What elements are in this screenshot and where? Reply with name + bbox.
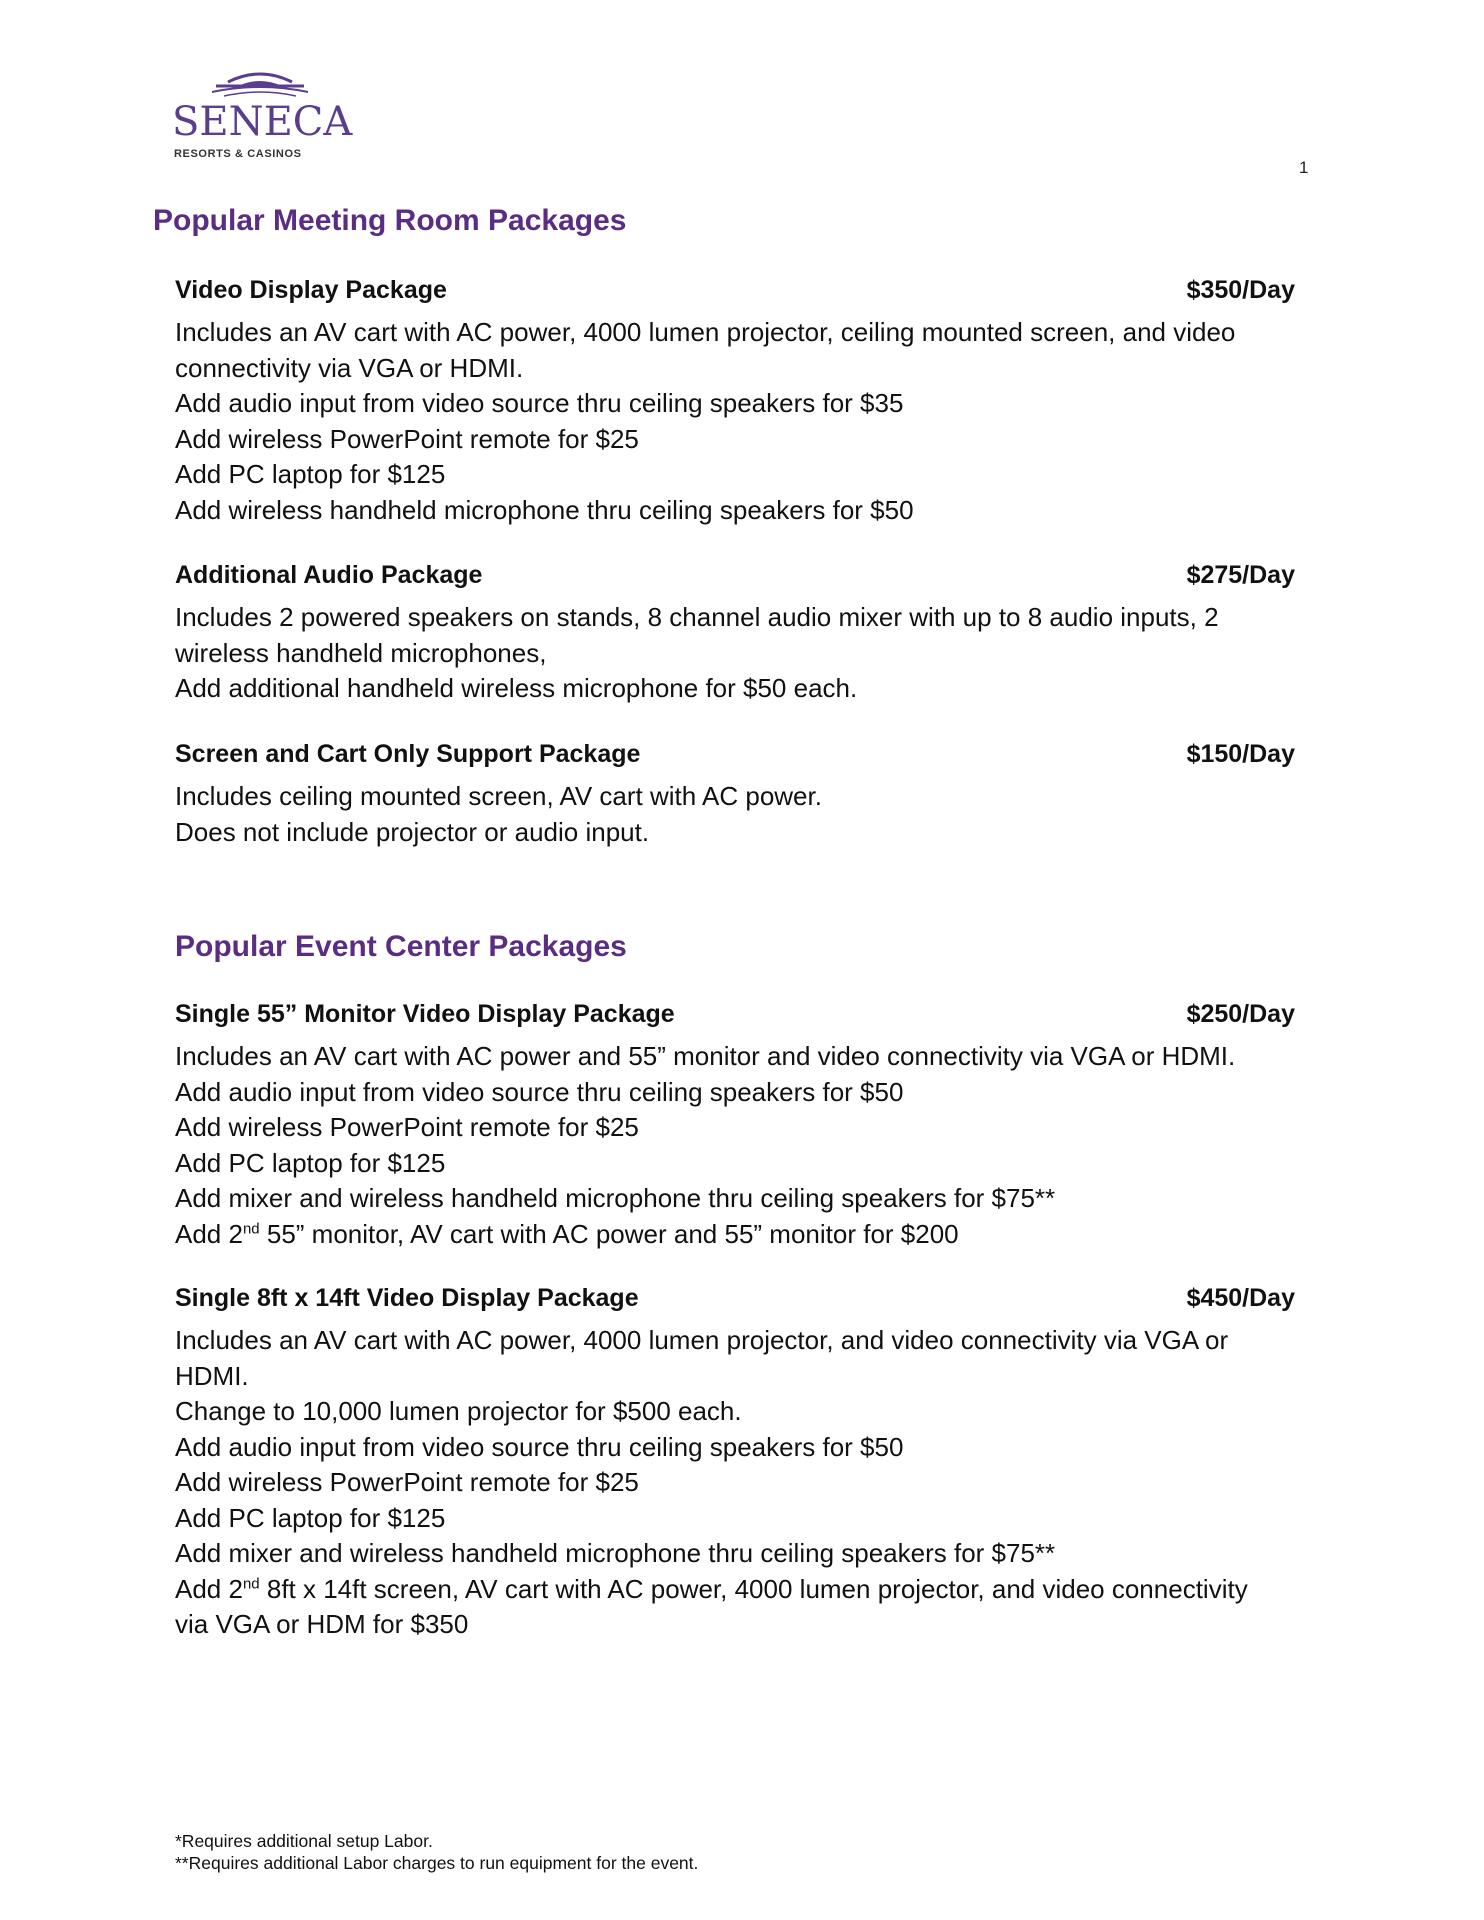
package-line: Includes an AV cart with AC power, 4000 lumen projector, ceiling mounted screen, and video — [175, 317, 1236, 347]
package-line: HDMI. — [175, 1360, 249, 1391]
page-number: 1 — [1299, 158, 1309, 177]
line-prefix: Add 2 — [175, 1218, 243, 1249]
logo-tagline: RESORTS & CASINOS — [174, 148, 302, 160]
package-line: Does not include projector or audio input. — [175, 816, 650, 847]
package-single-8x14 — [175, 1280, 1295, 1643]
package-price: $350/Day — [1186, 276, 1295, 304]
package-additional-audio — [175, 557, 1295, 707]
package-price: $150/Day — [1186, 740, 1295, 768]
logo-emblem-icon — [210, 64, 310, 100]
package-name: Additional Audio Package — [175, 561, 483, 589]
package-line-second-monitor — [175, 1217, 1295, 1253]
line-prefix: Add 2 — [175, 1573, 243, 1604]
package-line: Change to 10,000 lumen projector for $500 each. — [175, 1396, 742, 1426]
package-line: Add PC laptop for $125 — [175, 459, 446, 489]
package-line: Add audio input from video source thru ceiling speakers for $50 — [175, 1431, 904, 1462]
package-price: $250/Day — [1186, 1000, 1295, 1028]
seneca-logo — [172, 62, 353, 166]
ordinal-suffix: nd — [242, 1574, 260, 1592]
package-video-display — [175, 272, 1295, 528]
line-rest: 8ft x 14ft screen, AV cart with AC power, 4000 lumen projector, and video connectivity — [259, 1573, 1248, 1604]
package-line-second-screen — [175, 1572, 1295, 1608]
package-price: $450/Day — [1186, 1284, 1295, 1312]
package-price: $275/Day — [1186, 561, 1295, 589]
event-center-title: Popular Event Center Packages — [175, 930, 627, 963]
package-line: wireless handheld microphones, — [175, 637, 547, 668]
package-name: Single 55” Monitor Video Display Package — [175, 1000, 675, 1028]
package-line: Add wireless PowerPoint remote for $25 — [175, 423, 639, 454]
footnotes — [175, 1830, 698, 1874]
ordinal-suffix: nd — [242, 1219, 260, 1237]
package-line: Add additional handheld wireless microphone for $50 each. — [175, 673, 858, 703]
package-line: connectivity via VGA or HDMI. — [175, 352, 524, 383]
package-line: Add PC laptop for $125 — [175, 1147, 446, 1178]
package-line: Add audio input from video source thru ceiling speakers for $50 — [175, 1076, 904, 1107]
package-line: Add wireless PowerPoint remote for $25 — [175, 1467, 639, 1497]
package-line: Includes an AV cart with AC power, 4000 lumen projector, and video connectivity via VGA or — [175, 1325, 1229, 1355]
package-name: Screen and Cart Only Support Package — [175, 740, 641, 768]
package-line: Add mixer and wireless handheld microphone thru ceiling speakers for $75** — [175, 1183, 1056, 1213]
package-line: via VGA or HDM for $350 — [175, 1609, 469, 1639]
footnote: **Requires additional Labor charges to run equipment for the event. — [175, 1853, 699, 1873]
line-rest: 55” monitor, AV cart with AC power and 55” monitor for $200 — [259, 1218, 959, 1249]
package-line: Add PC laptop for $125 — [175, 1502, 446, 1533]
package-line: Includes 2 powered speakers on stands, 8 channel audio mixer with up to 8 audio inputs, 2 — [175, 602, 1219, 632]
package-line: Includes an AV cart with AC power and 55” monitor and video connectivity via VGA or HDMI. — [175, 1041, 1236, 1071]
package-name: Single 8ft x 14ft Video Display Package — [175, 1284, 639, 1312]
footnote: *Requires additional setup Labor. — [175, 1831, 433, 1851]
package-line: Add wireless PowerPoint remote for $25 — [175, 1112, 639, 1142]
package-line: Add audio input from video source thru ceiling speakers for $35 — [175, 388, 904, 418]
package-screen-cart — [175, 736, 1295, 850]
package-single-55-monitor — [175, 996, 1295, 1252]
package-line: Add wireless handheld microphone thru ceiling speakers for $50 — [175, 494, 914, 525]
package-line: Includes ceiling mounted screen, AV cart with AC power. — [175, 781, 822, 811]
package-line: Add mixer and wireless handheld microphone thru ceiling speakers for $75** — [175, 1538, 1056, 1568]
logo-wordmark: SENECA — [172, 99, 353, 145]
meeting-room-title: Popular Meeting Room Packages — [153, 204, 627, 237]
package-name: Video Display Package — [175, 276, 447, 304]
